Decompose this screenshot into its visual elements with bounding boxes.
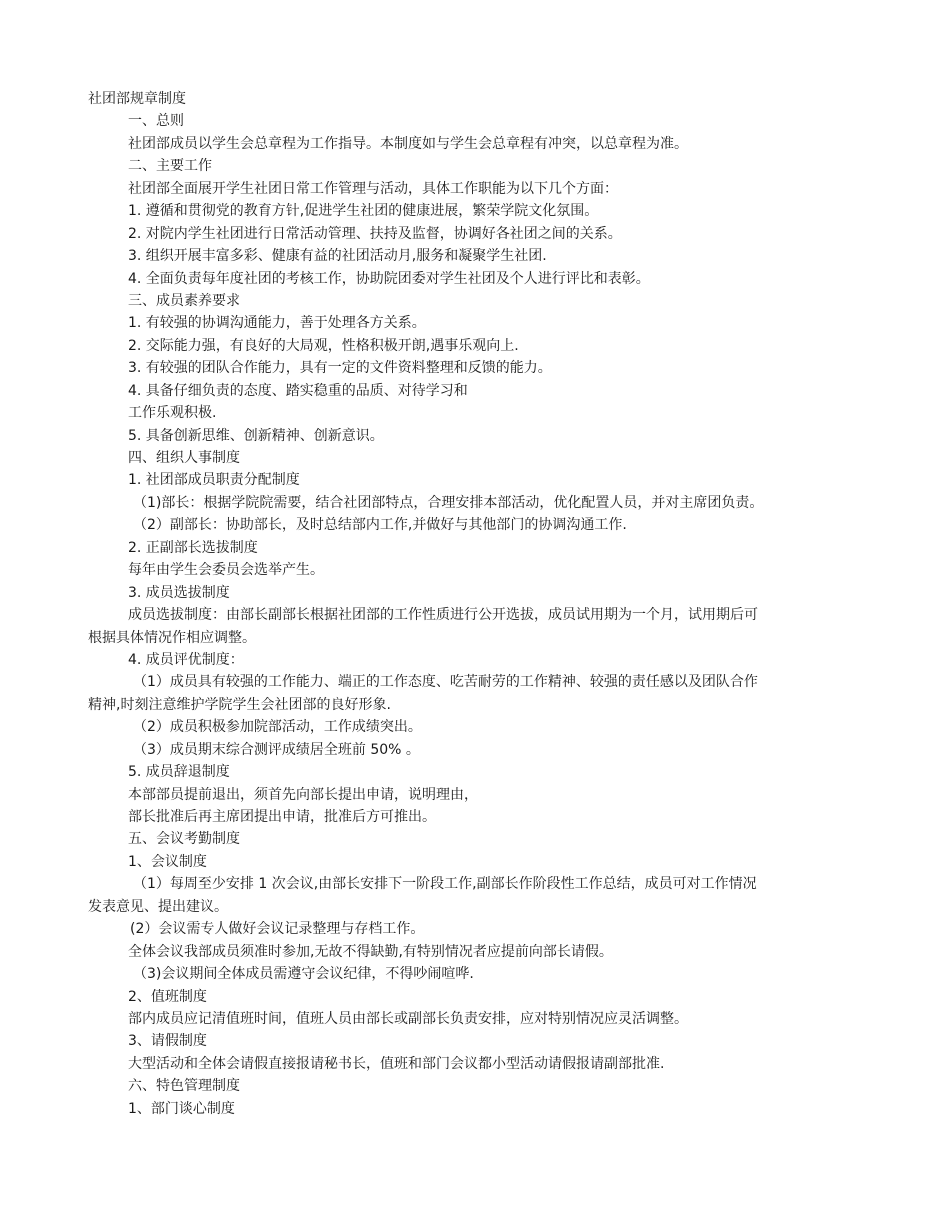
paragraph: 每年由学生会委员会选举产生。 (128, 562, 324, 579)
subsection-heading: 1. 社团部成员职责分配制度 (128, 472, 300, 489)
paragraph: 本部部员提前退出，须首先向部长提出申请，说明理由， (128, 786, 478, 803)
subsection-heading: 1、会议制度 (128, 853, 207, 870)
list-item: 2. 对院内学生社团进行日常活动管理、扶持及监督，协调好各社团之间的关系。 (128, 225, 622, 242)
paragraph: 部内成员应记清值班时间，值班人员由部长或副部长负责安排，应对特别情况应灵活调整。 (128, 1010, 688, 1027)
paragraph: 全体会议我部成员须准时参加,无故不得缺勤,有特别情况者应提前向部长请假。 (128, 943, 613, 960)
list-item: （1)部长：根据学院院需要，结合社团部特点，合理安排本部活动，优化配置人员，并对主席团负责。 (133, 494, 764, 511)
section-heading: 三、成员素养要求 (128, 292, 240, 309)
paragraph: 社团部全面展开学生社团日常工作管理与活动，具体工作职能为以下几个方面： (128, 180, 618, 197)
list-item: （3)会议期间全体成员需遵守会议纪律，不得吵闹喧哗. (133, 966, 474, 983)
list-item: （2）副部长：协助部长，及时总结部内工作,并做好与其他部门的协调沟通工作. (133, 517, 627, 534)
list-item: 1. 遵循和贯彻党的教育方针,促进学生社团的健康进展，繁荣学院文化氛围。 (128, 203, 599, 220)
list-item: 1. 有较强的协调沟通能力，善于处理各方关系。 (128, 315, 426, 332)
list-item: 5. 具备创新思维、创新精神、创新意识。 (128, 427, 384, 444)
document-body (0, 88, 950, 1120)
subsection-heading: 2、值班制度 (128, 988, 207, 1005)
paragraph-continuation: 根据具体情况作相应调整。 (88, 629, 256, 646)
section-heading: 五、会议考勤制度 (128, 831, 240, 848)
list-item: （2）成员积极参加院部活动，工作成绩突出。 (133, 719, 422, 736)
list-item-continuation: 精神,时刻注意维护学院学生会社团部的良好形象. (88, 696, 391, 713)
subsection-heading: 1、部门谈心制度 (128, 1100, 235, 1117)
section-heading: 二、主要工作 (128, 158, 212, 175)
list-item: （1）成员具有较强的工作能力、端正的工作态度、吃苦耐劳的工作精神、较强的责任感以及团队合作 (133, 674, 758, 691)
list-item-continuation: 发表意见、提出建议。 (88, 898, 228, 915)
paragraph: 成员选拔制度：由部长副部长根据社团部的工作性质进行公开选拔，成员试用期为一个月，试用期后可 (128, 607, 758, 624)
document-title: 社团部规章制度 (88, 91, 186, 107)
subsection-heading: 4. 成员评优制度： (128, 651, 244, 668)
subsection-heading: 3、请假制度 (128, 1033, 207, 1050)
paragraph-continuation: 部长批准后再主席团提出申请，批准后方可推出。 (128, 809, 436, 825)
list-item: 3. 组织开展丰富多彩、健康有益的社团活动月,服务和凝聚学生社团. (128, 248, 547, 265)
subsection-heading: 3. 成员选拔制度 (128, 584, 230, 601)
paragraph: 大型活动和全体会请假直接报请秘书长，值班和部门会议都小型活动请假报请副部批准. (128, 1055, 665, 1072)
list-item: 4. 全面负责每年度社团的考核工作，协助院团委对学生社团及个人进行评比和表彰。 (128, 270, 650, 287)
section-heading: 四、组织人事制度 (128, 450, 240, 466)
paragraph: 社团部成员以学生会总章程为工作指导。本制度如与学生会总章程有冲突，以总章程为准。 (128, 135, 688, 152)
list-item-continuation: 工作乐观积极. (128, 405, 217, 422)
list-item: (2）会议需专人做好会议记录整理与存档工作。 (130, 921, 425, 938)
list-item: 3. 有较强的团队合作能力，具有一定的文件资料整理和反馈的能力。 (128, 360, 552, 377)
list-item: 4. 具备仔细负责的态度、踏实稳重的品质、对待学习和 (128, 382, 468, 399)
section-heading: 六、特色管理制度 (128, 1078, 240, 1095)
subsection-heading: 2. 正副部长选拔制度 (128, 539, 258, 556)
list-item: （1）每周至少安排 1 次会议,由部长安排下一阶段工作,副部长作阶段性工作总结，成员可对工作情况 (133, 876, 757, 893)
section-heading: 一、总则 (128, 113, 184, 130)
list-item: （3）成员期末综合测评成绩居全班前 50% 。 (133, 741, 420, 758)
subsection-heading: 5. 成员辞退制度 (128, 764, 230, 781)
list-item: 2. 交际能力强，有良好的大局观，性格积极开朗,遇事乐观向上. (128, 337, 519, 354)
